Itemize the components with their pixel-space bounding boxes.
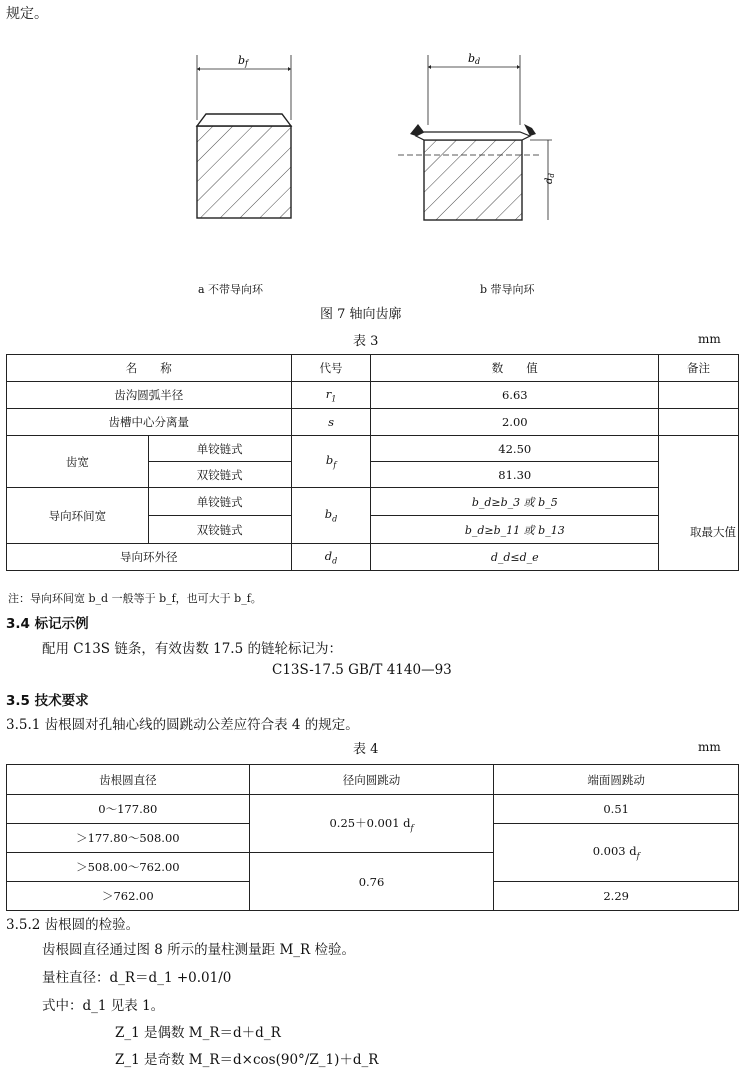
table-3-note: 注：导向环间宽 b_d 一般等于 b_f，也可大于 b_f。 [8,592,262,605]
header-symbol: 代号 [291,355,371,382]
cell-face: 0.003 $d_f$ [494,824,739,882]
cell-diameter: 0～177.80 [7,795,250,824]
cell-face: 0.51 [494,795,739,824]
section-3-5-2-line1: 齿根圆直径通过图 8 所示的量柱测量距 M_R 检验。 [42,942,355,958]
marking-example: C13S-17.5 GB/T 4140—93 [272,662,452,678]
cell-diameter: ＞508.00～762.00 [7,853,250,882]
cell-diameter: ＞762.00 [7,882,250,911]
cell-value: 42.50 [371,436,659,462]
figure-7-title: 图 7 轴向齿廓 [320,307,402,322]
cell-face: 2.29 [494,882,739,911]
formula-even: Z_1 是偶数 M_R＝d＋d_R [115,1025,281,1041]
cell-radial: 0.76 [249,853,494,911]
table-3-title: 表 3 [353,334,379,349]
cell-symbol: $b_d$ [291,488,371,544]
table-4-header-row [7,765,739,795]
table-4-title: 表 4 [353,742,379,757]
table-3 [6,354,739,571]
cell-value: 6.63 [371,382,659,409]
cell-symbol: $r_1$ [291,382,371,409]
section-3-5-2-line3: 式中：d_1 见表 1。 [42,998,165,1014]
cell-symbol: s [291,409,371,436]
label-bf: bf [238,54,249,68]
section-3-5-heading: 3.5 技术要求 [6,693,89,709]
table-row [7,409,739,436]
label-dd: $d_d$ [544,173,556,184]
table-4 [6,764,739,911]
cell-value: 2.00 [371,409,659,436]
section-3-5-2-line2: 量柱直径：d_R＝d_1 +0.01/0 [42,970,232,986]
table-row [7,436,739,462]
cell-radial: 0.25＋0.001 $d_f$ [249,795,494,853]
cell-remark [659,409,739,436]
section-3-4-text: 配用 C13S 链条，有效齿数 17.5 的链轮标记为： [42,641,342,657]
cell-symbol: $b_f$ [291,436,371,488]
cell-value: 81.30 [371,462,659,488]
label-bd: bd [468,52,481,66]
figure-7-diagram [180,40,560,270]
header-remark: 备注 [659,355,739,382]
section-3-5-1-text: 3.5.1 齿根圆对孔轴心线的圆跳动公差应符合表 4 的规定。 [6,717,359,733]
cell-name: 齿沟圆弧半径 [7,382,292,409]
cell-name: 齿槽中心分离量 [7,409,292,436]
table-row [7,382,739,409]
figure-caption-b: b 带导向环 [480,283,535,296]
cell-symbol: $d_d$ [291,544,371,571]
cell-subname: 双铰链式 [148,462,291,488]
cell-value: d_d≤d_e [371,544,659,571]
remark-max-value: 取最大值 [690,524,736,539]
table-row [7,795,739,824]
section-3-5-2-heading: 3.5.2 齿根圆的检验。 [6,917,140,933]
header-value: 数 值 [371,355,659,382]
cell-value: b_d≥b_3 或 b_5 [371,488,659,516]
tooth-profile-b [398,52,556,220]
cell-remark [659,436,739,571]
cell-subname: 单铰链式 [148,436,291,462]
cell-value: b_d≥b_11 或 b_13 [371,516,659,544]
table-3-header-row [7,355,739,382]
header-name: 名 称 [7,355,292,382]
cell-remark [659,382,739,409]
table-4-unit: mm [698,740,721,754]
formula-odd: Z_1 是奇数 M_R＝d×cos(90°/Z_1)＋d_R [115,1052,379,1068]
figure-caption-a: a 不带导向环 [198,283,264,296]
cell-group: 导向环间宽 [7,488,149,544]
cell-subname: 双铰链式 [148,516,291,544]
cell-diameter: ＞177.80～508.00 [7,824,250,853]
header-radial-runout: 径向圆跳动 [249,765,494,795]
intro-text: 规定。 [6,6,48,22]
table-row [7,544,739,571]
header-face-runout: 端面圆跳动 [494,765,739,795]
header-root-diameter: 齿根圆直径 [7,765,250,795]
cell-group: 齿宽 [7,436,149,488]
cell-subname: 单铰链式 [148,488,291,516]
table-row [7,488,739,516]
table-3-unit: mm [698,332,721,346]
section-3-4-heading: 3.4 标记示例 [6,616,89,632]
cell-name: 导向环外径 [7,544,292,571]
tooth-profile-a [197,54,291,218]
